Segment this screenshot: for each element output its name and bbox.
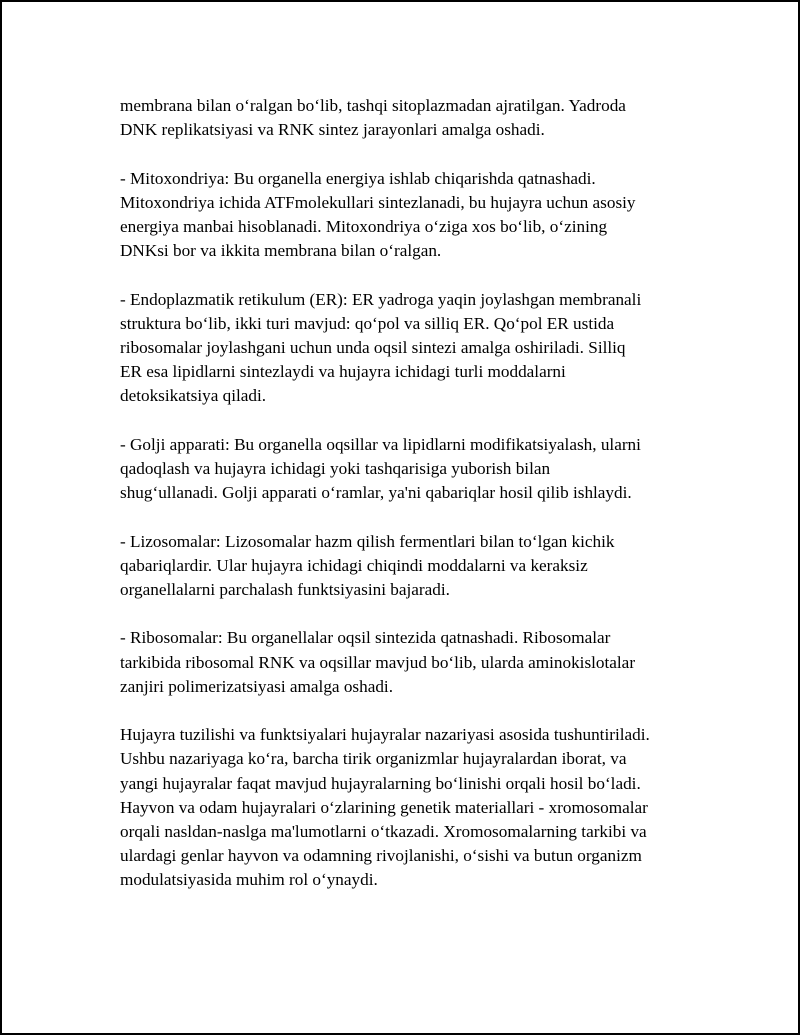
page-body-text <box>120 94 700 917</box>
paragraph-mitochondria: - Mitoxondriya: Bu organella energiya ishlab chiqarishda qatnashadi. Mitoxondriya ichida ATFmolekullari sintezlanadi, bu hujayra uchun asosiy energiya manbai hisoblanadi. Mitoxondriya o‘ziga xos bo‘lib, o‘zining DNKsi bor va ikkita membrana bilan o‘ralgan. <box>120 168 636 261</box>
paragraph-golgi-apparatus: - Golji apparati: Bu organella oqsillar va lipidlarni modifikatsiyalash, ularni qadoqlash va hujayra ichidagi yoki tashqarisiga yuborish bilan shug‘ullanadi. Golji apparati o‘ramlar, ya'ni qabariqlar hosil qilib ishlaydi. <box>120 434 641 503</box>
paragraph-ribosomes: - Ribosomalar: Bu organellalar oqsil sintezida qatnashadi. Ribosomalar tarkibida ribosomal RNK va oqsillar mavjud bo‘lib, ularda aminokislotalar zanjiri polimerizatsiyasi amalga oshadi. <box>120 628 636 696</box>
paragraph-endoplasmic-reticulum: - Endoplazmatik retikulum (ER): ER yadroga yaqin joylashgan membranali struktura bo‘lib, ikki turi mavjud: qo‘pol va silliq ER. Qo‘pol ER ustida ribosomalar joylashgani uchun unda oqsil sintezi amalga oshiriladi. Silliq ER esa lipidlarni sintezlaydi va hujayra ichidagi turli moddalarni detoksikatsiya qiladi. <box>120 289 642 406</box>
paragraph-cell-theory: Hujayra tuzilishi va funktsiyalari hujayralar nazariyasi asosida tushuntiriladi. Ushbu nazariyaga ko‘ra, barcha tirik organizmlar hujayralardan iborat, va yangi hujayralar faqat mavjud hujayralarning bo‘linishi orqali hosil bo‘ladi. Hayvon va odam hujayralari o‘zlarining genetik materiallari - xromosomalar orqali nasldan-naslga ma'lumotlarni o‘tkazadi. Xromosomalarning tarkibi va ulardagi genlar hayvon va odamning rivojlanishi, o‘sishi va butun organizm modulatsiyasida muhim rol o‘ynaydi. <box>120 725 650 890</box>
paragraph-lysosomes: - Lizosomalar: Lizosomalar hazm qilish fermentlari bilan to‘lgan kichik qabariqlardir. Ular hujayra ichidagi chiqindi moddalarni va keraksiz organellalarni parchalash funktsiyasini bajaradi. <box>120 531 615 599</box>
paragraph-nucleus-continued: membrana bilan o‘ralgan bo‘lib, tashqi sitoplazmadan ajratilgan. Yadroda DNK replikatsiyasi va RNK sintez jarayonlari amalga oshadi. <box>120 96 626 140</box>
